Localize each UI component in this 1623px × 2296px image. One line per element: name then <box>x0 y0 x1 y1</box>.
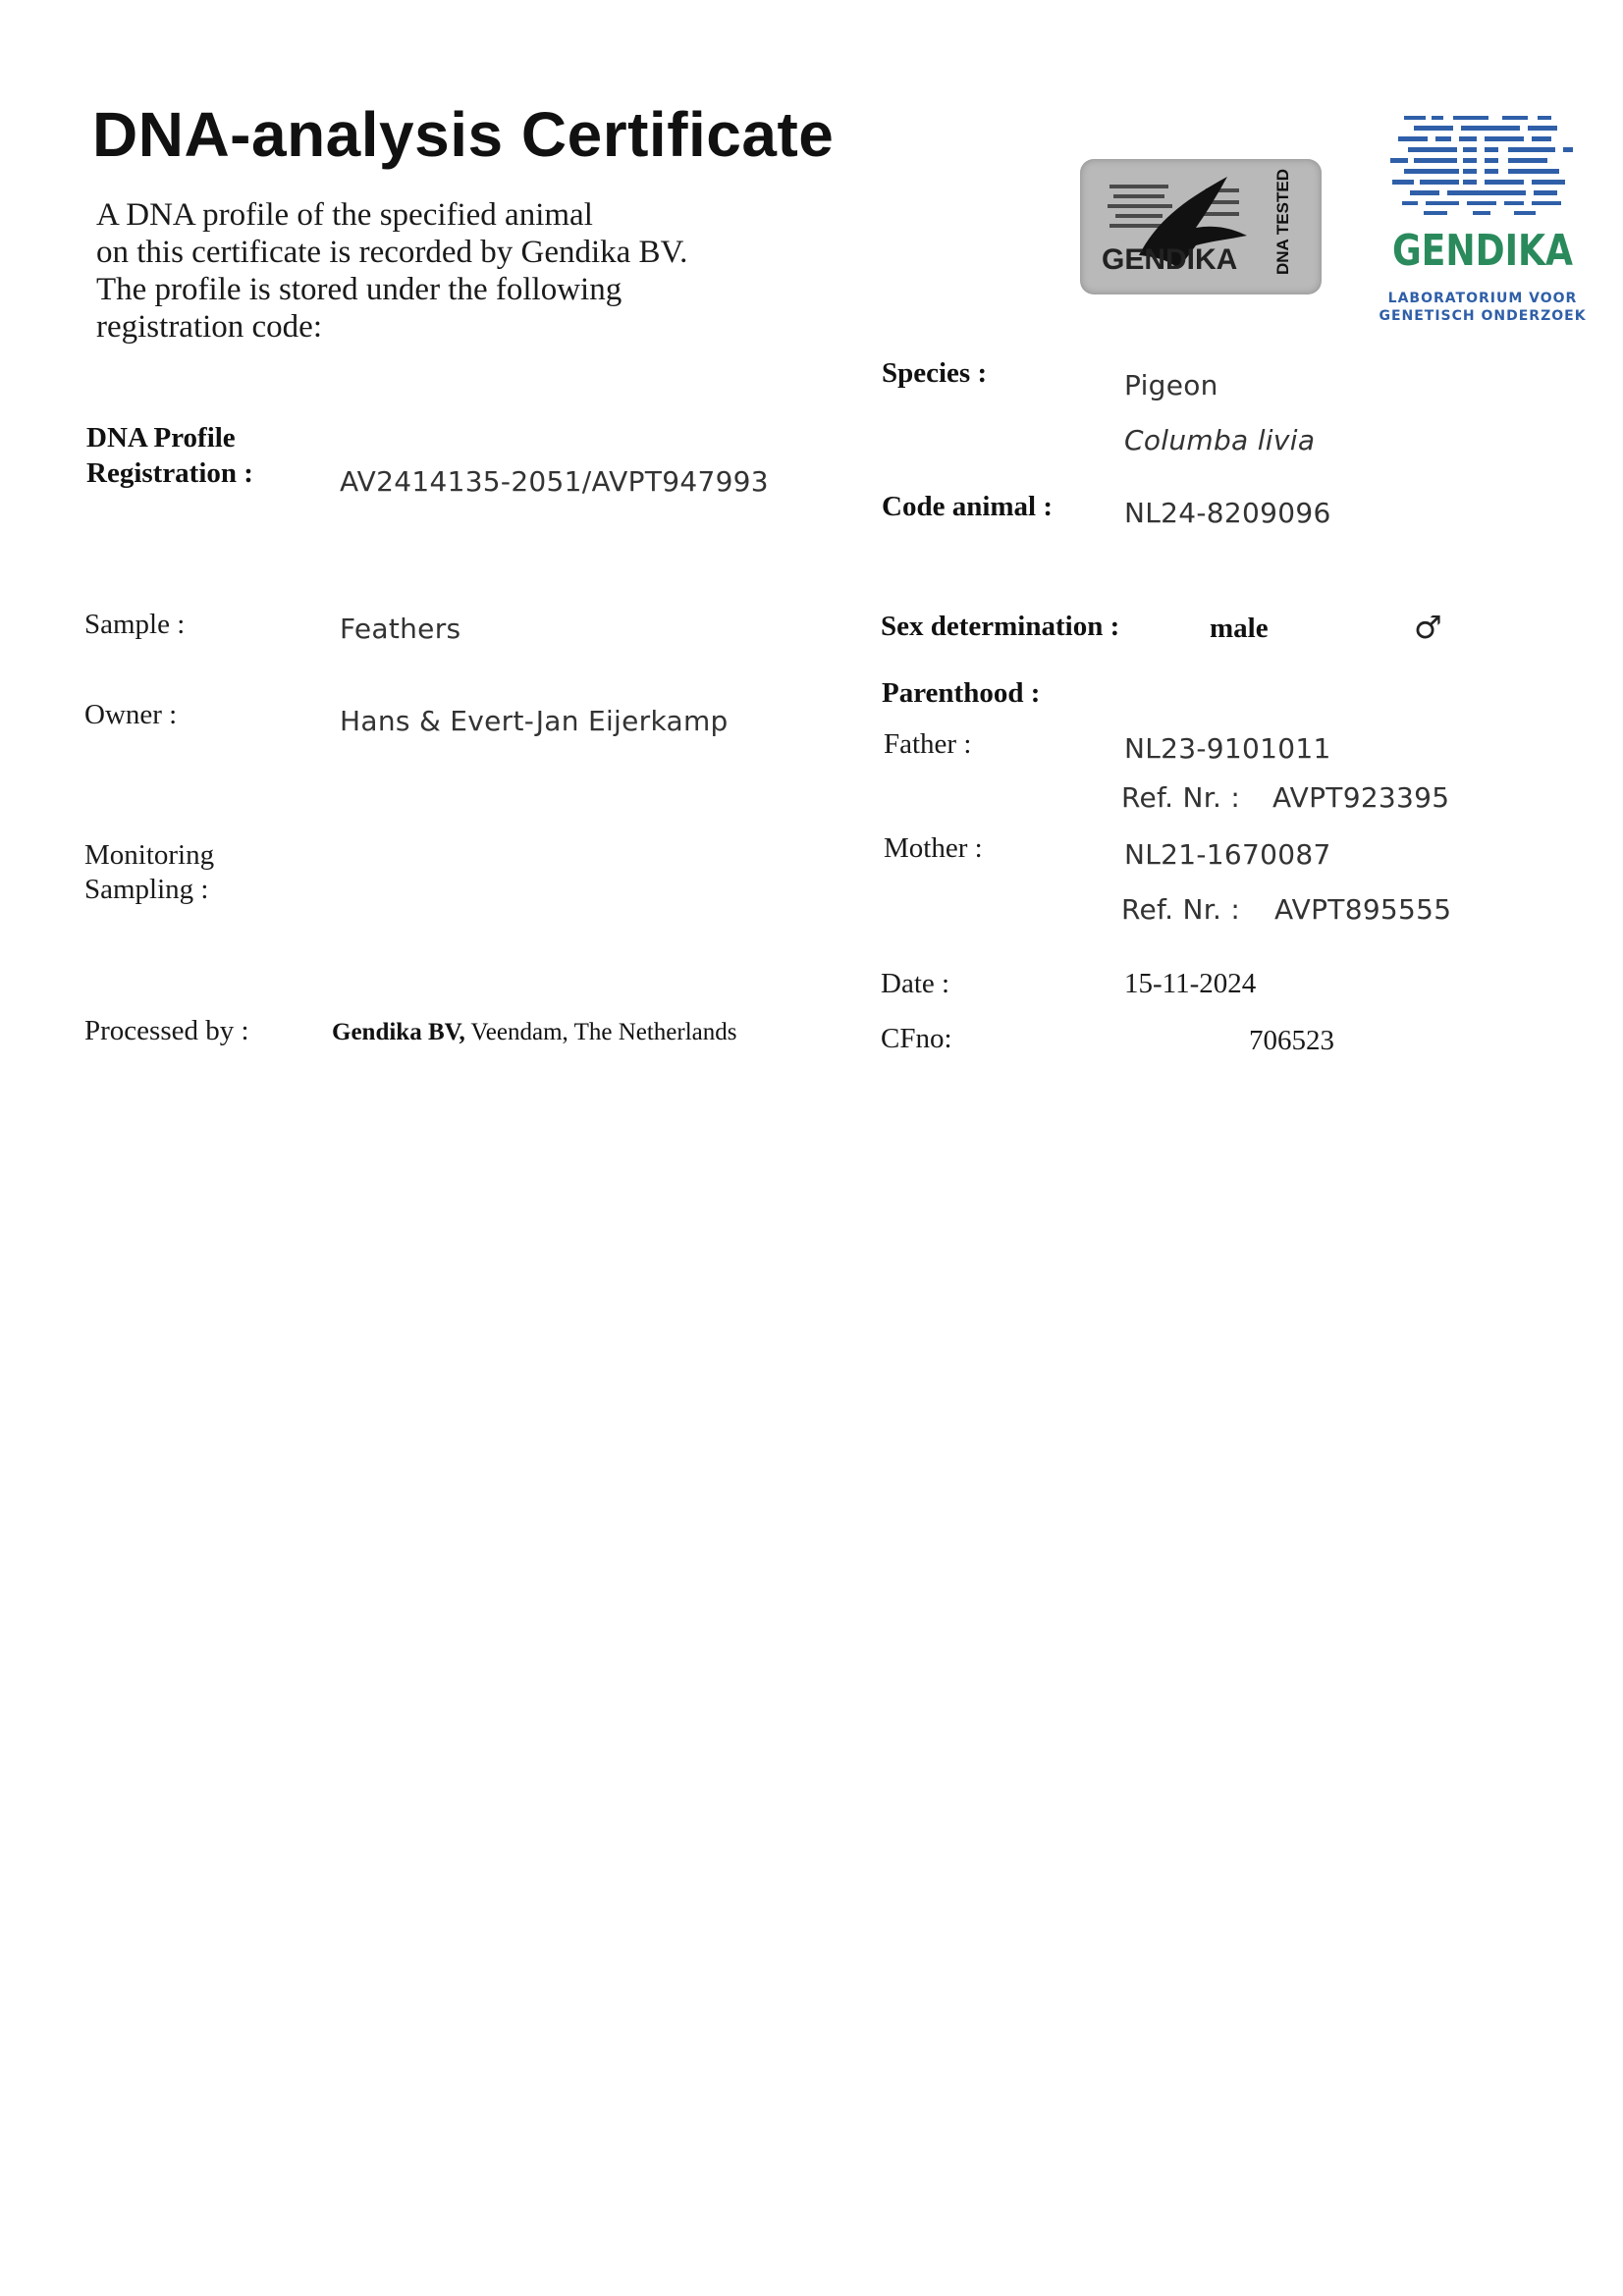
dna-tested-seal <box>1080 159 1322 294</box>
intro-line: registration code: <box>96 309 323 345</box>
cfno-label: CFno: <box>881 1023 952 1054</box>
father-ref-value: AVPT923395 <box>1272 781 1450 814</box>
dove-seal-icon <box>1080 159 1322 294</box>
svg-text:GENDIKA: GENDIKA <box>1102 243 1238 276</box>
code-animal-value: NL24-8209096 <box>1124 497 1331 529</box>
processed-by-label: Processed by : <box>84 1015 249 1046</box>
processed-by-company: Gendika BV, <box>332 1019 465 1045</box>
date-label: Date : <box>881 968 950 999</box>
male-symbol-icon: ♂ <box>1414 609 1442 646</box>
intro-line: on this certificate is recorded by Gendika BV. <box>96 235 688 270</box>
intro-line: The profile is stored under the following <box>96 272 622 307</box>
dna-profile-value: AV2414135-2051/AVPT947993 <box>340 465 769 498</box>
gendika-logo <box>1379 110 1587 336</box>
processed-by-location: Veendam, The Netherlands <box>464 1019 737 1045</box>
date-value: 15-11-2024 <box>1124 968 1257 999</box>
owner-label: Owner : <box>84 699 178 730</box>
registration-label: Registration : <box>86 457 253 489</box>
mother-ref-value: AVPT895555 <box>1274 893 1452 926</box>
processed-by-value <box>332 1019 737 1046</box>
species-common-value: Pigeon <box>1124 369 1218 401</box>
svg-text:LABORATORIUM VOOR: LABORATORIUM VOOR <box>1387 291 1578 306</box>
intro-line: A DNA profile of the specified animal <box>96 197 593 233</box>
parenthood-label: Parenthood : <box>882 677 1041 709</box>
father-ref-label: Ref. Nr. : <box>1121 781 1241 814</box>
mother-value: NL21-1670087 <box>1124 838 1331 871</box>
svg-text:GENDIKA: GENDIKA <box>1392 226 1573 276</box>
cfno-value: 706523 <box>1249 1025 1334 1056</box>
father-value: NL23-9101011 <box>1124 732 1331 765</box>
sample-value: Feathers <box>340 613 461 645</box>
sample-label: Sample : <box>84 609 186 640</box>
intro-text <box>96 196 687 346</box>
sampling-label: Sampling : <box>84 874 209 905</box>
gendika-logo-icon <box>1379 110 1587 336</box>
mother-ref-label: Ref. Nr. : <box>1121 893 1241 926</box>
code-animal-label: Code animal : <box>882 491 1053 522</box>
father-label: Father : <box>884 728 972 760</box>
mother-label: Mother : <box>884 832 983 864</box>
svg-text:DNA TESTED: DNA TESTED <box>1273 169 1292 275</box>
species-latin-value: Columba livia <box>1124 424 1316 456</box>
certificate-title: DNA-analysis Certificate <box>92 99 835 170</box>
sex-value: male <box>1210 613 1269 644</box>
svg-text:GENETISCH ONDERZOEK: GENETISCH ONDERZOEK <box>1379 308 1587 324</box>
sex-determination-label: Sex determination : <box>881 611 1120 642</box>
owner-value: Hans & Evert-Jan Eijerkamp <box>340 705 729 737</box>
monitoring-label: Monitoring <box>84 839 215 871</box>
dna-profile-label: DNA Profile <box>86 422 236 454</box>
species-label: Species : <box>882 357 988 389</box>
